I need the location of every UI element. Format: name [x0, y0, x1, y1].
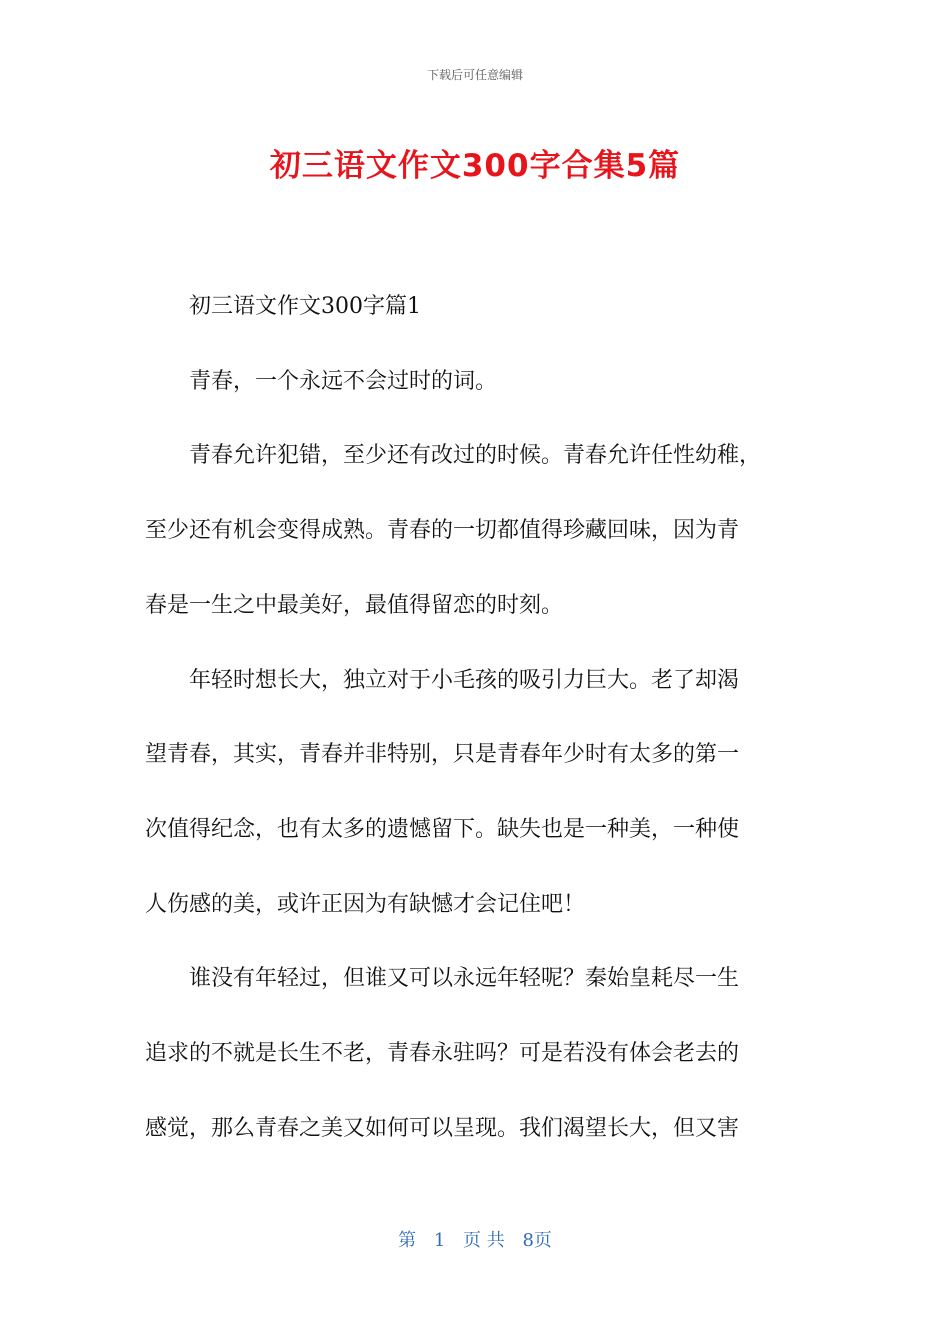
page-total: 8页	[522, 1230, 552, 1251]
page-prefix: 第	[398, 1230, 417, 1251]
text-line: 至少还有机会变得成熟。青春的一切都值得珍藏回味，因为青	[145, 518, 740, 544]
text-line: 春是一生之中最美好，最值得留恋的时刻。	[145, 592, 564, 618]
page-current: 1	[433, 1230, 446, 1251]
document-title: 初三语文作文300字合集5篇	[269, 148, 681, 184]
text-line: 次值得纪念，也有太多的遗憾留下。缺失也是一种美，一种使	[145, 816, 740, 842]
document-body	[145, 270, 805, 1166]
text-line: 人伤感的美，或许正因为有缺憾才会记住吧！	[145, 891, 586, 917]
text-line: 望青春，其实，青春并非特别，只是青春年少时有太多的第一	[145, 742, 740, 768]
text-line: 感觉，那么青春之美又如何可以呈现。我们渴望长大，但又害	[145, 1115, 740, 1141]
text-line: 青春允许犯错，至少还有改过的时候。青春允许任性幼稚，	[189, 443, 762, 469]
text-line: 追求的不就是长生不老，青春永驻吗？可是若没有体会老去的	[145, 1041, 740, 1067]
page-footer	[0, 1226, 950, 1252]
header-note: 下载后可任意编辑	[426, 68, 523, 82]
page-mid: 页 共	[463, 1230, 505, 1251]
text-line: 青春，一个永远不会过时的词。	[189, 368, 498, 394]
text-line: 初三语文作文300字篇1	[189, 294, 421, 319]
text-line: 谁没有年轻过，但谁又可以永远年轻呢？秦始皇耗尽一生	[189, 966, 740, 992]
text-line: 年轻时想长大，独立对于小毛孩的吸引力巨大。老了却渴	[189, 667, 740, 693]
